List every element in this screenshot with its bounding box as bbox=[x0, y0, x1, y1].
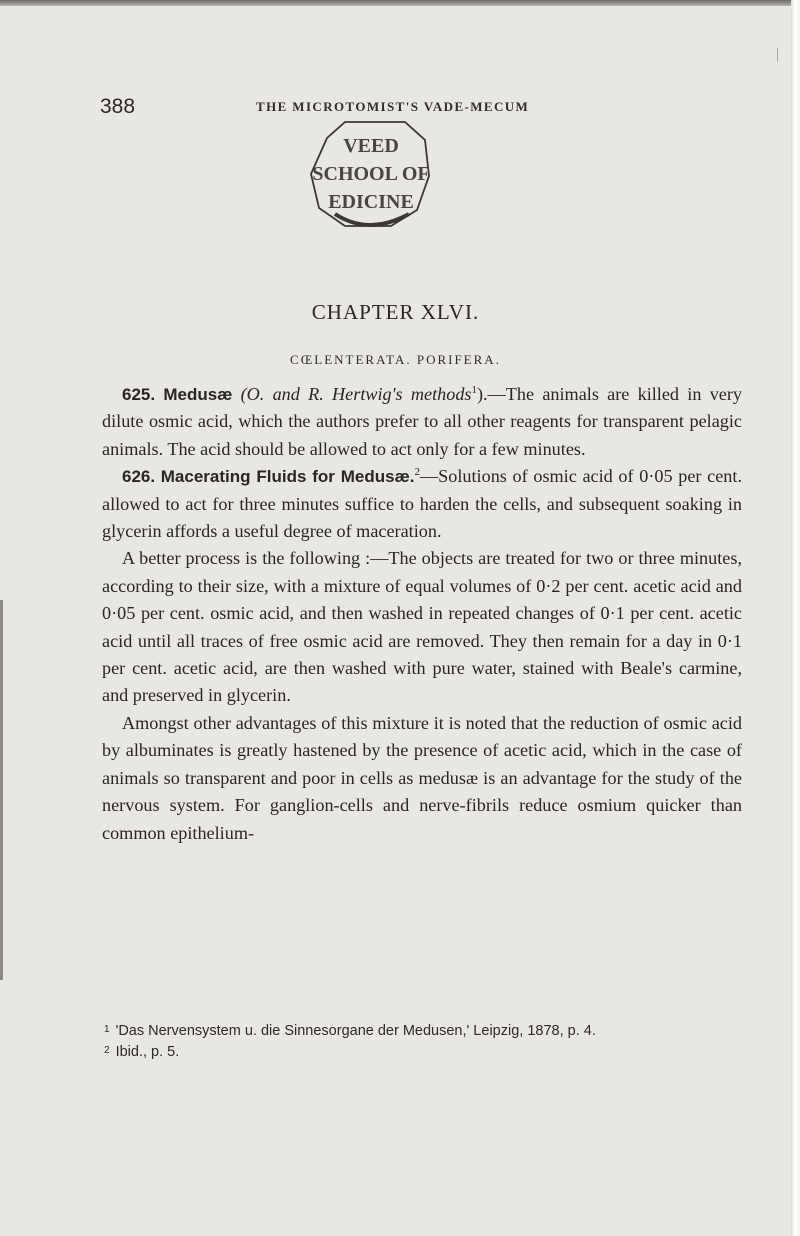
footnote-1 bbox=[104, 1020, 754, 1041]
paragraph-626 bbox=[102, 463, 742, 545]
chapter-subtitle: CŒLENTERATA. PORIFERA. bbox=[290, 352, 501, 367]
reference-close: ). bbox=[477, 384, 488, 404]
section-title: Medusæ bbox=[163, 385, 233, 404]
footnote-2 bbox=[104, 1041, 754, 1062]
stamp-text-bottom: EDICINE bbox=[328, 191, 414, 213]
page-number: 388 bbox=[100, 95, 136, 118]
page-header bbox=[0, 95, 791, 118]
margin-mark bbox=[777, 48, 778, 62]
footnote-mark: 1 bbox=[104, 1024, 110, 1035]
footnote-mark: 2 bbox=[104, 1045, 110, 1056]
binding-shadow bbox=[0, 600, 3, 980]
footnote-text: Ibid., p. 5. bbox=[115, 1044, 180, 1060]
section-number: 625. bbox=[122, 385, 156, 404]
paragraph-625 bbox=[102, 381, 742, 463]
footnote-ref: 2 bbox=[414, 466, 420, 479]
section-number: 626. bbox=[122, 467, 156, 487]
top-edge-rule bbox=[0, 0, 800, 6]
section-title: Macerating Fluids for Medusæ. bbox=[160, 467, 415, 487]
paragraph-advantages: Amongst other advantages of this mixture it is noted that the reduction of osmic acid by albuminates is greatly hastened by the presence of acetic acid, which in the case of animals so transparent and poor in cells as medusæ is an advantage for the study of the nervous system. For ganglion-cells and nerve-fibrils reduce osmium quicker than common epithelium- bbox=[102, 712, 742, 843]
footnote-text: 'Das Nervensystem u. die Sinnesorgane der Medusen,' Leipzig, 1878, p. 4. bbox=[115, 1023, 596, 1039]
paragraph-process: A better process is the following :—The objects are treated for two or three minutes, according to their size, with a mixture of equal volumes of 0·2 per cent. acetic acid and 0·05 per cent. osmic acid, and then washed in repeated changes of 0·1 per cent. acetic acid until all traces of free osmic acid are removed. They then remain for a day in 0·1 per cent. acetic acid, are then washed with pure water, stained with Beale's carmine, and preserved in glycerin. bbox=[102, 548, 742, 706]
footnote-ref: 1 bbox=[471, 383, 477, 396]
paragraph-text: —The animals are killed in very dilute osmic acid, which the authors prefer to all other reagents for transparent pelagic animals. The acid should be allowed to act only for a few minutes. bbox=[102, 384, 743, 459]
body-text bbox=[102, 381, 742, 847]
footnotes bbox=[104, 1020, 754, 1062]
running-head: THE MICROTOMIST'S VADE-MECUM bbox=[256, 99, 530, 114]
stamp-text-top: VEED bbox=[343, 135, 399, 157]
stamp-text-middle: SCHOOL OF bbox=[312, 163, 430, 185]
library-stamp bbox=[305, 118, 435, 230]
paragraph-text: —Solutions of osmic acid of 0·05 per cent. allowed to act for three minutes suffice to harden the cells, and subsequent soaking in glycerin affords a useful degree of maceration. bbox=[102, 466, 742, 542]
page-right-edge bbox=[791, 0, 800, 1236]
reference: (O. and R. Hertwig's methods bbox=[240, 384, 472, 404]
chapter-title: CHAPTER XLVI. bbox=[311, 300, 480, 324]
